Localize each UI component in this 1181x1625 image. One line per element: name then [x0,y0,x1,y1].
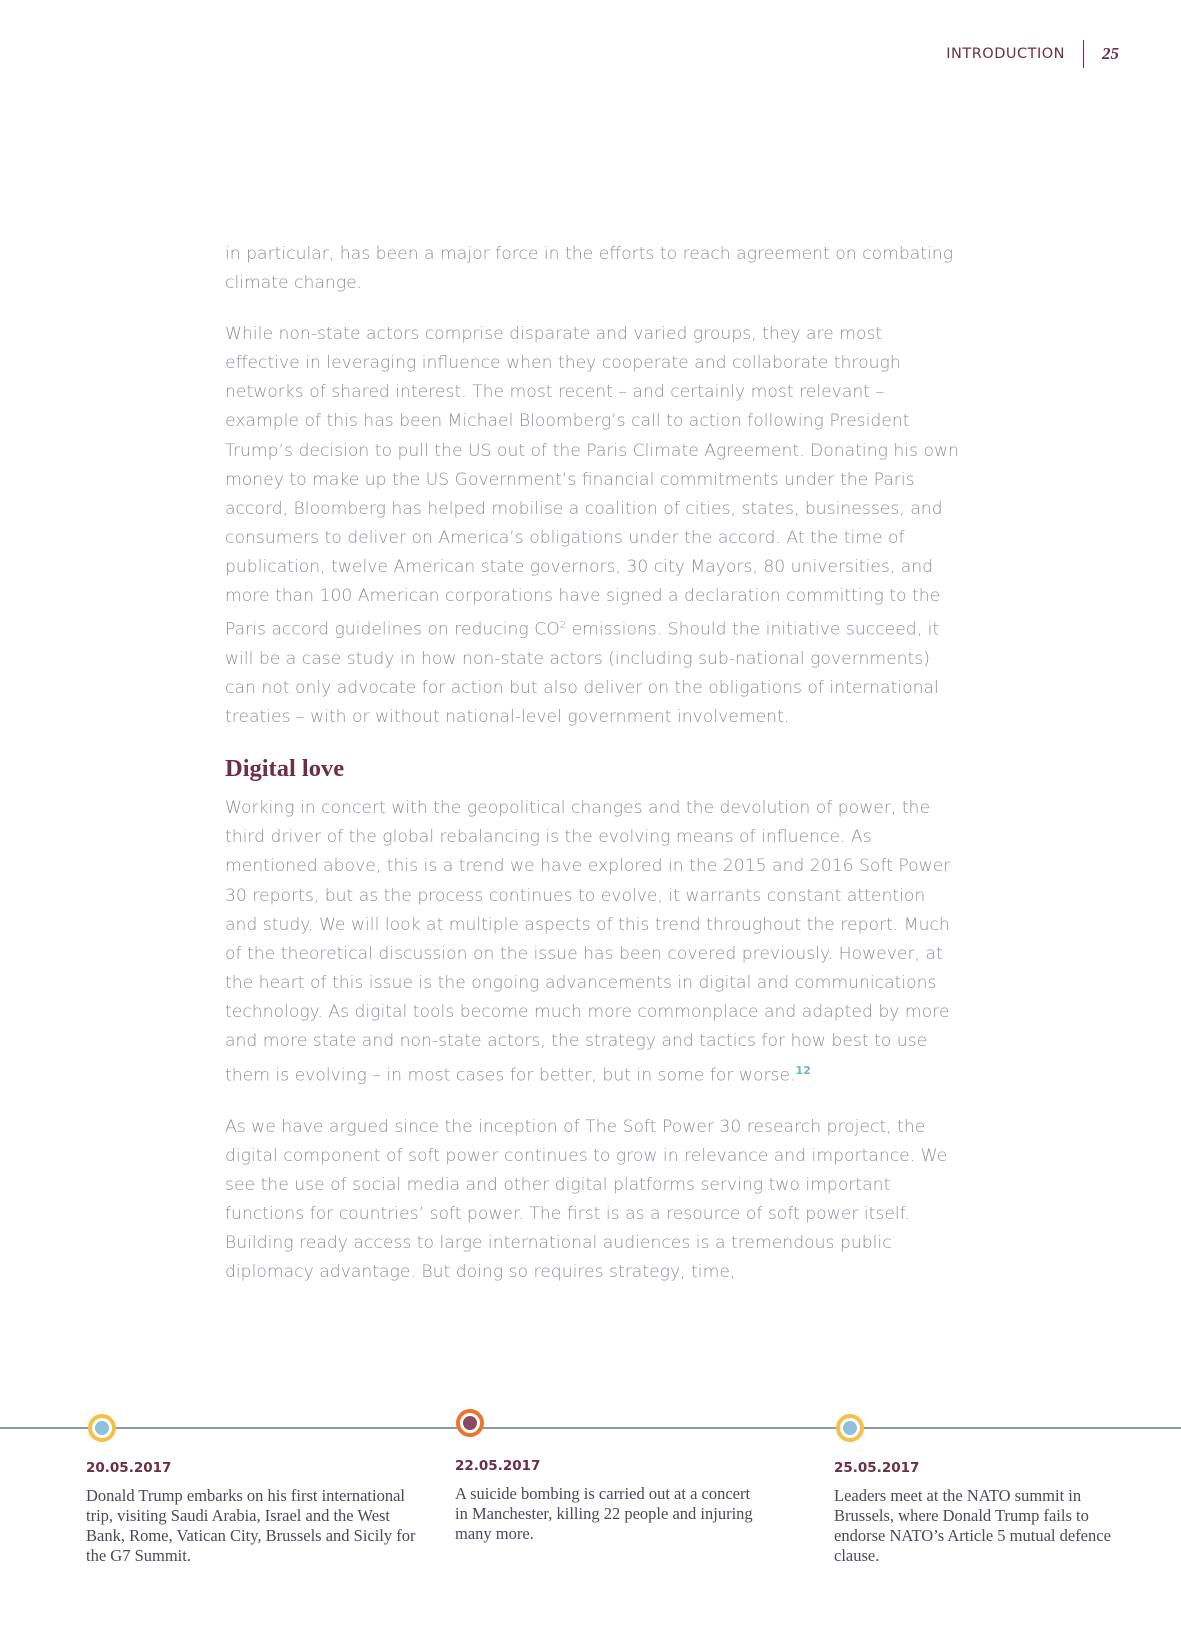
running-header [946,40,1119,68]
timeline-event-2 [455,1458,755,1544]
timeline [0,1425,1181,1625]
timeline-marker-3 [836,1414,864,1442]
event-description: Donald Trump embarks on his first international trip, visiting Saudi Arabia, Israel and the West Bank, Rome, Vatican City, Brussels and Sicily for the G7 Summit. [86,1486,416,1565]
event-description: A suicide bombing is carried out at a concert in Manchester, killing 22 people and injuring many more. [455,1484,753,1543]
event-date: 22.05.2017 [455,1458,541,1474]
timeline-marker-2 [456,1409,484,1437]
co2-superscript: 2 [559,620,567,632]
timeline-event-3 [834,1460,1124,1566]
paragraph-2 [225,320,960,732]
timeline-marker-1 [88,1414,116,1442]
event-date: 25.05.2017 [834,1460,920,1476]
timeline-marker-dot-2 [463,1416,477,1430]
event-date: 20.05.2017 [86,1460,172,1476]
paragraph-2-text-b: emissions. Should the initiative succeed, it will be a case study in how non-state actors (including sub-national governments) can not only advocate for action but also deliver on the obligations of international treaties – with or without national-level government involvement. [225,619,940,728]
header-divider [1083,40,1084,68]
paragraph-4: As we have argued since the inception of The Soft Power 30 research project, the digital component of soft power continues to grow in relevance and importance. We see the use of social media and other digital platforms serving two important functions for countries’ soft power. The first is as a resource of soft power itself. Building ready access to large international audiences is a tremendous public diplomacy advantage. But doing so requires strategy, time, [225,1116,948,1283]
footnote-marker[interactable]: 12 [795,1064,811,1078]
timeline-marker-dot-1 [95,1421,109,1435]
paragraph-3 [225,794,960,1091]
section-heading: Digital love [225,755,345,783]
event-description: Leaders meet at the NATO summit in Brussels, where Donald Trump fails to endorse NATO’s Article 5 mutual defence clause. [834,1486,1111,1565]
main-body [225,240,960,1309]
timeline-marker-dot-3 [843,1421,857,1435]
timeline-event-1 [86,1460,416,1566]
paragraph-2-text-a: While non-state actors comprise disparate and varied groups, they are most effective in leveraging influence when they cooperate and collaborate through networks of shared interest. The most recent – and certainly most relevant – example of this has been Michael Bloomberg’s call to action following President Trump’s decision to pull the US out of the Paris Climate Agreement. Donating his own money to make up the US Government’s financial commitments under the Paris accord, Bloomberg has helped mobilise a coalition of cities, states, businesses, and consumers to deliver on America’s obligations under the accord. At the time of publication, twelve American state governors, 30 city Mayors, 80 universities, and more than 100 American corporations have signed a declaration committing to the Paris accord guidelines on reducing CO [225,324,959,640]
timeline-line [0,1427,1181,1429]
section-title: INTRODUCTION [946,46,1065,62]
paragraph-3-text: Working in concert with the geopolitical changes and the devolution of power, the third driver of the global rebalancing is the evolving means of influence. As mentioned above, this is a trend we have explored in the 2015 and 2016 Soft Power 30 reports, but as the process continues to evolve, it warrants constant attention and study. We will look at multiple aspects of this trend throughout the report. Much of the theoretical discussion on the issue has been covered previously. However, at the heart of this issue is the ongoing advancements in digital and communications technology. As digital tools become much more commonplace and adapted by more and more state and non-state actors, the strategy and tactics for how best to use them is evolving – in most cases for better, but in some for worse. [225,798,951,1086]
page-number: 25 [1102,44,1119,63]
paragraph-1: in particular, has been a major force in the efforts to reach agreement on combating climate change. [225,244,954,294]
